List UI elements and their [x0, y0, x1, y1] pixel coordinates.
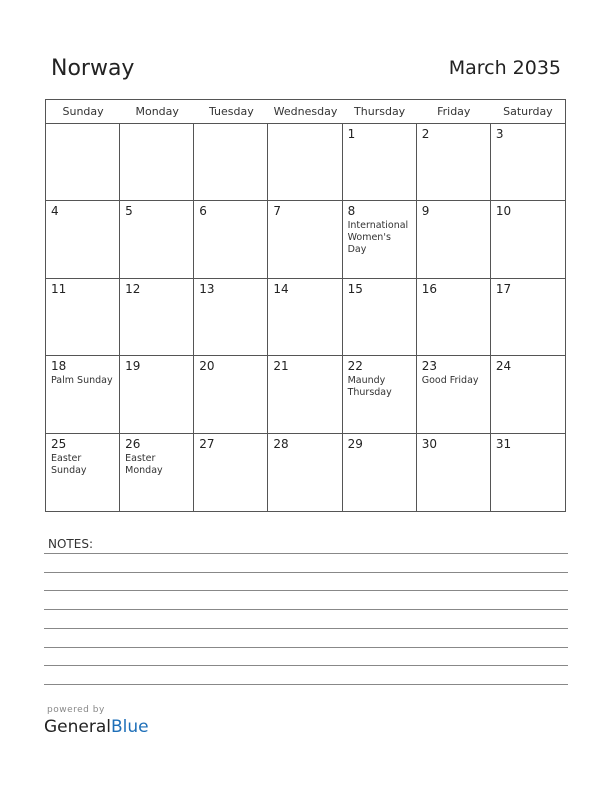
- day-number: 19: [125, 359, 141, 374]
- notes-line: [44, 684, 568, 685]
- weekday-sunday: Sunday: [62, 105, 104, 118]
- day-cells: [46, 124, 565, 511]
- weekday-saturday: Saturday: [503, 105, 553, 118]
- day-cell: [417, 356, 491, 433]
- day-cell: [120, 356, 194, 433]
- day-cell: [194, 434, 268, 511]
- day-number: 22: [347, 359, 363, 374]
- notes-line: [44, 665, 568, 666]
- day-number: 18: [51, 359, 67, 374]
- day-number: 2: [421, 127, 430, 141]
- day-cell: [417, 201, 491, 278]
- day-number: 16: [421, 281, 437, 296]
- day-cell: [491, 279, 565, 356]
- day-number: 8: [347, 204, 356, 219]
- day-number: 25: [51, 436, 67, 451]
- day-number: 28: [273, 436, 289, 451]
- day-cell: [268, 434, 342, 511]
- day-number: 17: [495, 281, 512, 296]
- day-number: 6: [199, 204, 207, 219]
- country-title: Norway: [51, 56, 135, 81]
- weekday-wednesday: Wednesday: [273, 105, 338, 118]
- month-title: March 2035: [448, 57, 561, 79]
- day-cell: [46, 279, 120, 356]
- day-number: 3: [495, 127, 504, 141]
- day-cell: [120, 201, 194, 278]
- day-cell: [268, 124, 342, 201]
- day-cell: [268, 356, 342, 433]
- day-number: 10: [495, 204, 512, 219]
- day-number: 1: [347, 127, 356, 141]
- day-number: 14: [273, 281, 289, 296]
- day-number: 26: [125, 436, 141, 451]
- day-number: 29: [347, 436, 363, 451]
- day-cell: [46, 356, 120, 433]
- day-number: 15: [347, 281, 363, 296]
- day-number: 11: [51, 281, 67, 296]
- day-cell: [417, 279, 491, 356]
- day-cell: [491, 201, 565, 278]
- weekday-thursday: Thursday: [354, 105, 406, 118]
- day-cell: [46, 201, 120, 278]
- day-cell: [417, 124, 491, 201]
- holiday-label: Good Friday: [421, 375, 479, 387]
- holiday-label: International Women's Day: [347, 220, 409, 256]
- day-number: 5: [125, 204, 133, 219]
- day-cell: [343, 356, 417, 433]
- day-number: 7: [273, 204, 282, 219]
- day-cell: [194, 201, 268, 278]
- day-number: 21: [273, 359, 289, 374]
- day-cell: [343, 201, 417, 278]
- day-number: 23: [421, 359, 437, 374]
- notes-line: [44, 553, 568, 554]
- day-number: 24: [495, 359, 512, 374]
- day-cell: [491, 434, 565, 511]
- weekday-tuesday: Tuesday: [208, 105, 254, 118]
- day-number: 30: [421, 436, 437, 451]
- notes-line: [44, 590, 568, 591]
- day-cell: [194, 279, 268, 356]
- weekday-monday: Monday: [135, 105, 179, 118]
- powered-by-text: powered by: [47, 705, 105, 715]
- brand-general: General: [44, 717, 111, 737]
- day-number: 13: [199, 281, 215, 296]
- holiday-label: Easter Monday: [125, 452, 163, 476]
- day-number: 12: [125, 281, 141, 296]
- day-cell: [491, 124, 565, 201]
- brand-blue: Blue: [111, 717, 149, 737]
- notes-line: [44, 572, 568, 573]
- day-cell: [120, 124, 194, 201]
- weekday-friday: Friday: [437, 105, 471, 118]
- day-cell: [194, 124, 268, 201]
- day-cell: [343, 434, 417, 511]
- notes-label: NOTES:: [48, 537, 93, 551]
- holiday-label: Maundy Thursday: [347, 375, 392, 399]
- day-cell: [120, 279, 194, 356]
- day-cell: [46, 434, 120, 511]
- day-cell: [194, 356, 268, 433]
- day-cell: [343, 124, 417, 201]
- day-cell: [268, 279, 342, 356]
- calendar-grid: [45, 99, 566, 512]
- day-cell: [120, 434, 194, 511]
- holiday-label: Easter Sunday: [51, 452, 87, 476]
- day-number: 27: [199, 436, 215, 451]
- day-number: 20: [199, 359, 215, 374]
- notes-line: [44, 628, 568, 629]
- weekday-header: [46, 100, 565, 124]
- day-number: 4: [51, 204, 59, 219]
- notes-line: [44, 647, 568, 648]
- notes-line: [44, 609, 568, 610]
- day-cell: [417, 434, 491, 511]
- brand-logo[interactable]: [44, 717, 149, 737]
- holiday-label: Palm Sunday: [51, 375, 113, 387]
- day-cell: [491, 356, 565, 433]
- day-number: 31: [495, 436, 512, 451]
- day-cell: [46, 124, 120, 201]
- day-cell: [343, 279, 417, 356]
- day-cell: [268, 201, 342, 278]
- day-number: 9: [421, 204, 430, 219]
